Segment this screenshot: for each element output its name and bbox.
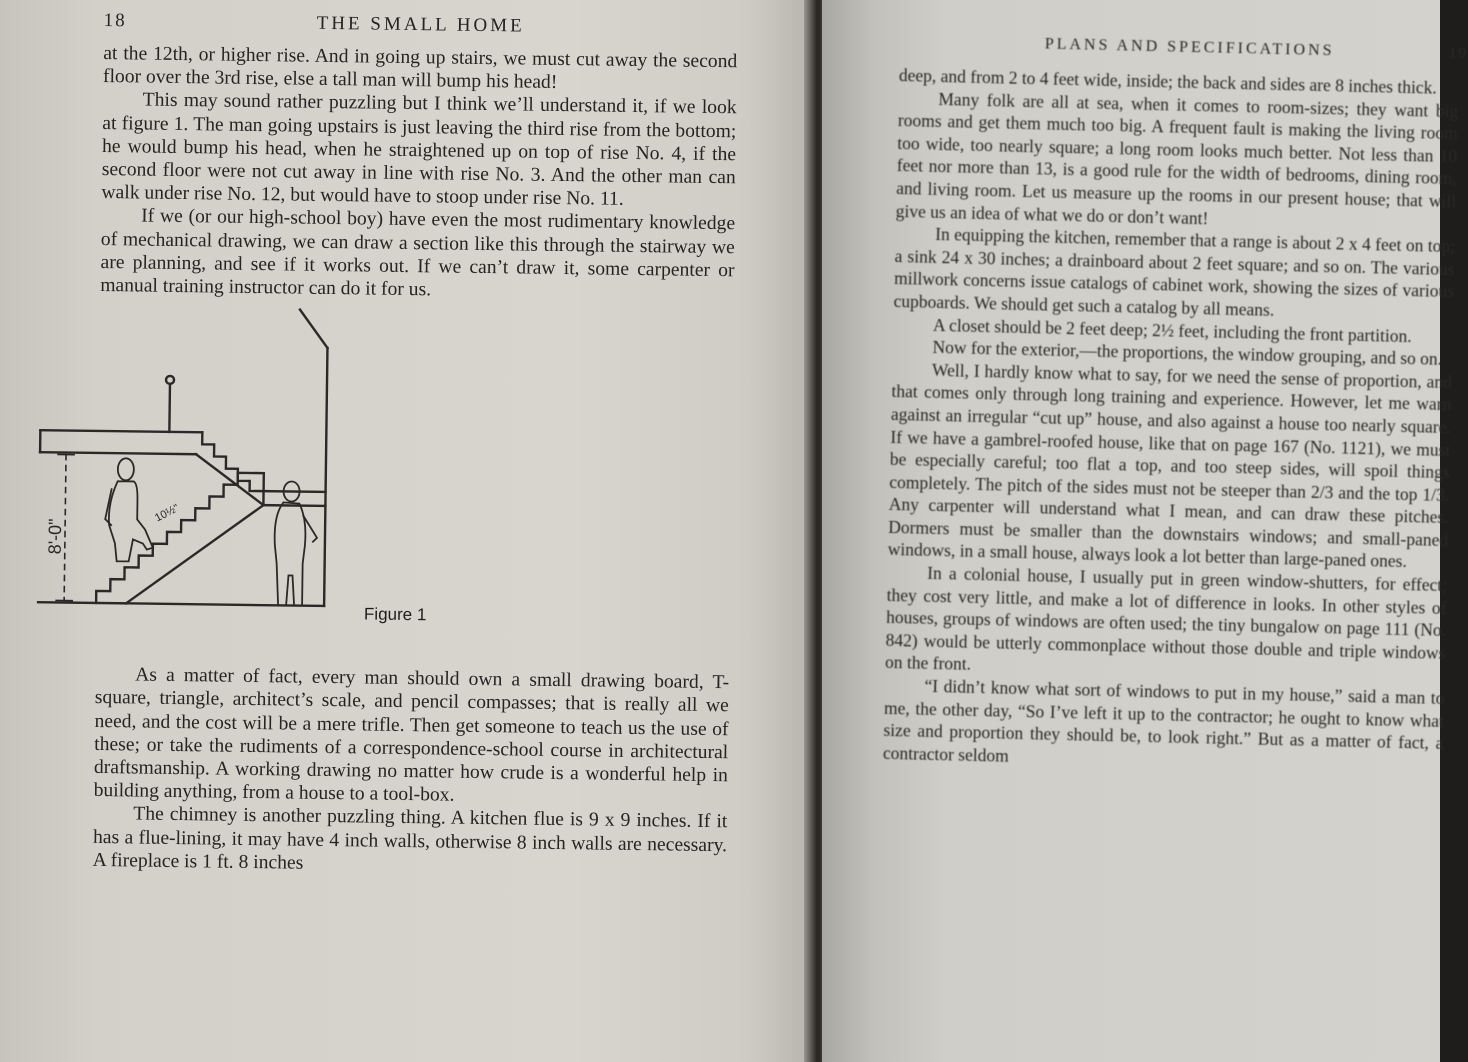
floor-slab-top <box>40 430 202 432</box>
exterior-wall <box>324 348 327 606</box>
paragraph: Many folk are all at sea, when it comes to room-sizes; they want big rooms and get them much too big. A frequent fault is making the living room too wide, too nearly square; a long room looks much better. Not less than 10 feet nor more than 13, is a good rule for the width of bedrooms, dining room, and living room. Let us measure up the rooms in our present house; that will give us an idea of what we do or don’t want! <box>895 88 1459 228</box>
stair-section-drawing <box>44 304 700 611</box>
paragraph: As a matter of fact, every man should own a small drawing board, T-square, triangle, architect’s scale, and pencil compasses; that is really all we need, and the cost will be a mere trifle. Then get someone to teach us the use of these; or take the rudiments of a correspondence-school course in architectural draftsmanship. A working drawing no matter how crude is a wonderful help in building anything, from a house to a tool-box. <box>93 664 730 806</box>
paragraph: This may sound rather puzzling but I think we’ll understand it, if we look at figure 1. The man going upstairs is just leaving the third rise from the bottom; he would bump his head, when he straightened up on top of rise No. 4, if the second floor were not cut away in line with rise No. 3. And the other man can walk under rise No. 12, but would have to stoop under rise No. 11. <box>101 89 737 211</box>
figure-1 <box>44 303 734 661</box>
page-number: 18 <box>103 9 127 32</box>
right-page-content <box>882 30 1468 777</box>
paragraph: A closet should be 2 feet deep; 2½ feet, including the front partition. <box>932 314 1412 346</box>
height-label: 8'-0" <box>44 518 66 555</box>
paragraph: Now for the exterior,—the proportions, the window grouping, and so on. <box>932 336 1443 369</box>
lower-stair-treads <box>96 471 264 605</box>
paragraph: Well, I hardly know what to say, for we need the sense of proportion, and that comes only through long training and experience. However, let me warn against an irregular “cut up” house, and also against a house too nearly square. If we have a gambrel-roofed house, like that on page 167 (No. 1121), we must be especially careful; too flat a top, and too steep sides, will spoil things completely. The pitch of the sides must not be steeper than 2/3 and the top 1/3. Any carpenter will understand what I mean, and can draw these pitches. Dormers must be smaller than the downstairs windows; and small-paned windows, in a small house, always look a lot better than large-paned ones. <box>887 359 1453 572</box>
paragraph: “I didn’t know what sort of windows to put in my house,” said a man to me, the other day, “So I’ve left it up to the contractor; he ought to know what size and proportion they should be, to look right.” But as a matter of fact, a contractor seldom <box>882 675 1445 766</box>
left-page-content <box>44 0 738 880</box>
paragraph: at the 12th, or higher rise. And in going up stairs, we must cut away the second floor over the 3rd rise, else a tall man will bump his head! <box>102 42 738 94</box>
figure-caption: Figure 1 <box>363 604 427 625</box>
roof-line <box>299 310 327 348</box>
page-number: 19 <box>1448 44 1468 63</box>
paragraph: In equipping the kitchen, remember that a range is about 2 x 4 feet on top; a sink 24 x 30 inches; a drainboard about 2 feet square; and so on. The various millwork concerns issue catalogs of cabinet work, showing the sizes of various cupboards. We should get such a catalog by all means. <box>893 224 1456 320</box>
man-standing <box>274 482 318 607</box>
rise-label: 10½" <box>153 502 182 525</box>
paragraph: deep, and from 2 to 4 feet wide, inside; the back and sides are 8 inches thick. <box>898 64 1437 98</box>
paragraph: In a colonial house, I usually put in green window-shutters, for effect; they cost very little, and make a lot of difference in looks. In other styles of houses, groups of windows are often used; the tiny bungalow on page 111 (No. 842) would be utterly commonplace without those double and triple windows on the front. <box>884 562 1448 675</box>
paragraph: The chimney is another puzzling thing. A kitchen flue is 9 x 9 inches. If it has a flue-lining, it may have 4 inch walls, otherwise 8 inch walls are necessary. A fireplace is 1 ft. 8 inches <box>92 803 728 874</box>
upper-stair-soffit <box>195 454 264 505</box>
right-page <box>822 0 1468 1062</box>
newel-post <box>169 384 170 432</box>
man-going-upstairs <box>105 458 154 562</box>
running-head: THE SMALL HOME <box>316 12 525 37</box>
paragraph: If we (or our high-school boy) have even the most rudimentary knowledge of mechanical drawing, we can draw a section like this through the stairway we are planning, and see if it works out. If we can’t draw it, some carpenter or manual training instructor can do it for us. <box>100 205 736 301</box>
left-page-header <box>103 0 737 50</box>
running-head: PLANS AND SPECIFICATIONS <box>1044 35 1335 60</box>
